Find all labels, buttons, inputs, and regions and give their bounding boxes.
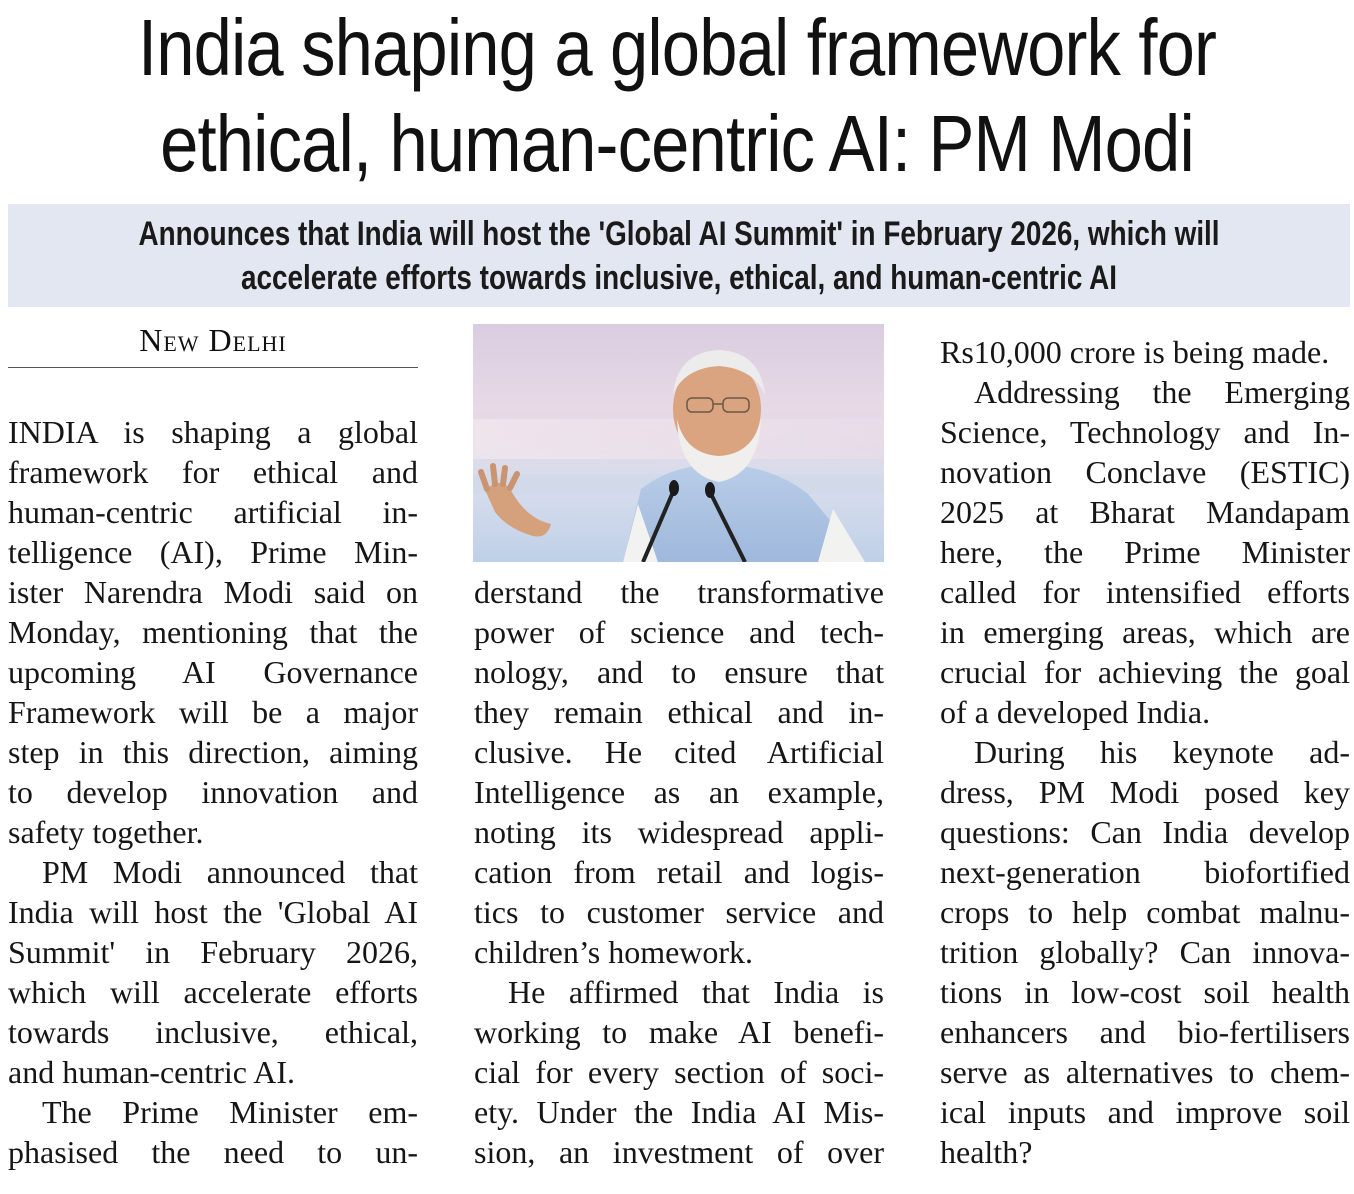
headline: [95, 0, 1259, 192]
text-line: ical inputs and improve soil: [940, 1094, 1350, 1130]
text-line: here, the Prime Minister: [940, 534, 1350, 570]
deck-banner: [8, 204, 1350, 307]
deck-line-2: accelerate efforts towards inclusive, ethical, and human-centric AI: [241, 259, 1117, 297]
text-line: Rs10,000 crore is being made.: [940, 334, 1330, 370]
text-line: crucial for achieving the goal: [940, 654, 1350, 690]
text-line: safety together.: [8, 814, 204, 850]
text-line: Addressing the Emerging: [974, 374, 1350, 410]
text-line: ety. Under the India AI Mis-: [474, 1094, 884, 1130]
text-line: dress, PM Modi posed key: [940, 774, 1350, 810]
text-line: During his keynote ad-: [974, 734, 1350, 770]
column-2: [474, 572, 884, 1172]
text-line: Intelligence as an example,: [474, 774, 884, 810]
text-line: questions: Can India develop: [940, 814, 1350, 850]
text-line: Monday, mentioning that the: [8, 614, 418, 650]
text-line: noting its widespread appli-: [474, 814, 884, 850]
text-line: He affirmed that India is: [508, 974, 884, 1010]
text-line: cation from retail and logis-: [474, 854, 884, 890]
text-line: nology, and to ensure that: [474, 654, 884, 690]
text-line: next-generation biofortified: [940, 854, 1350, 890]
text-line: Framework will be a major: [8, 694, 418, 730]
text-line: tions in low-cost soil health: [940, 974, 1350, 1010]
text-line: called for intensified efforts: [940, 574, 1350, 610]
text-line: health?: [940, 1134, 1033, 1170]
text-line: towards inclusive, ethical,: [8, 1014, 418, 1050]
text-line: of a developed India.: [940, 694, 1211, 730]
text-line: upcoming AI Governance: [8, 654, 418, 690]
text-line: to develop innovation and: [8, 774, 418, 810]
dateline: New Delhi: [139, 322, 287, 358]
text-line: step in this direction, aiming: [8, 734, 418, 770]
text-line: telligence (AI), Prime Min-: [8, 534, 418, 570]
text-line: they remain ethical and in-: [474, 694, 884, 730]
column-1: [8, 412, 418, 1172]
text-line: Summit' in February 2026,: [8, 934, 418, 970]
text-line: ister Narendra Modi said on: [8, 574, 418, 610]
text-line: working to make AI benefi-: [474, 1014, 884, 1050]
text-line: human-centric artificial in-: [8, 494, 418, 530]
text-line: INDIA is shaping a global: [8, 414, 418, 450]
pm-modi-photo: [473, 324, 884, 562]
text-line: The Prime Minister em-: [42, 1094, 418, 1130]
text-line: which will accelerate efforts: [8, 974, 418, 1010]
text-line: phasised the need to un-: [8, 1134, 418, 1170]
text-line: power of science and tech-: [474, 614, 884, 650]
text-line: tics to customer service and: [474, 894, 884, 930]
text-line: children’s homework.: [474, 934, 754, 970]
text-line: trition globally? Can innova-: [940, 934, 1350, 970]
text-line: derstand the transformative: [474, 574, 884, 610]
text-line: sion, an investment of over: [474, 1134, 884, 1170]
deck-line-1: Announces that India will host the 'Global AI Summit' in February 2026, which will: [138, 215, 1220, 253]
text-line: Science, Technology and In-: [940, 414, 1350, 450]
text-line: in emerging areas, which are: [940, 614, 1350, 650]
text-line: clusive. He cited Artificial: [474, 734, 884, 770]
text-line: PM Modi announced that: [42, 854, 418, 890]
text-line: enhancers and bio-fertilisers: [940, 1014, 1350, 1050]
dateline-rule: [8, 367, 418, 368]
text-line: India will host the 'Global AI: [8, 894, 418, 930]
text-line: cial for every section of soci-: [474, 1054, 884, 1090]
column-3: [940, 332, 1350, 1172]
headline-line-1: India shaping a global framework for: [137, 3, 1217, 92]
text-line: crops to help combat malnu-: [940, 894, 1350, 930]
headline-line-2: ethical, human-centric AI: PM Modi: [160, 99, 1194, 188]
text-line: and human-centric AI.: [8, 1054, 295, 1090]
text-line: novation Conclave (ESTIC): [940, 454, 1350, 490]
text-line: framework for ethical and: [8, 454, 418, 490]
text-line: serve as alternatives to chem-: [940, 1054, 1350, 1090]
deck-text: [129, 212, 1229, 300]
text-line: 2025 at Bharat Mandapam: [940, 494, 1350, 530]
